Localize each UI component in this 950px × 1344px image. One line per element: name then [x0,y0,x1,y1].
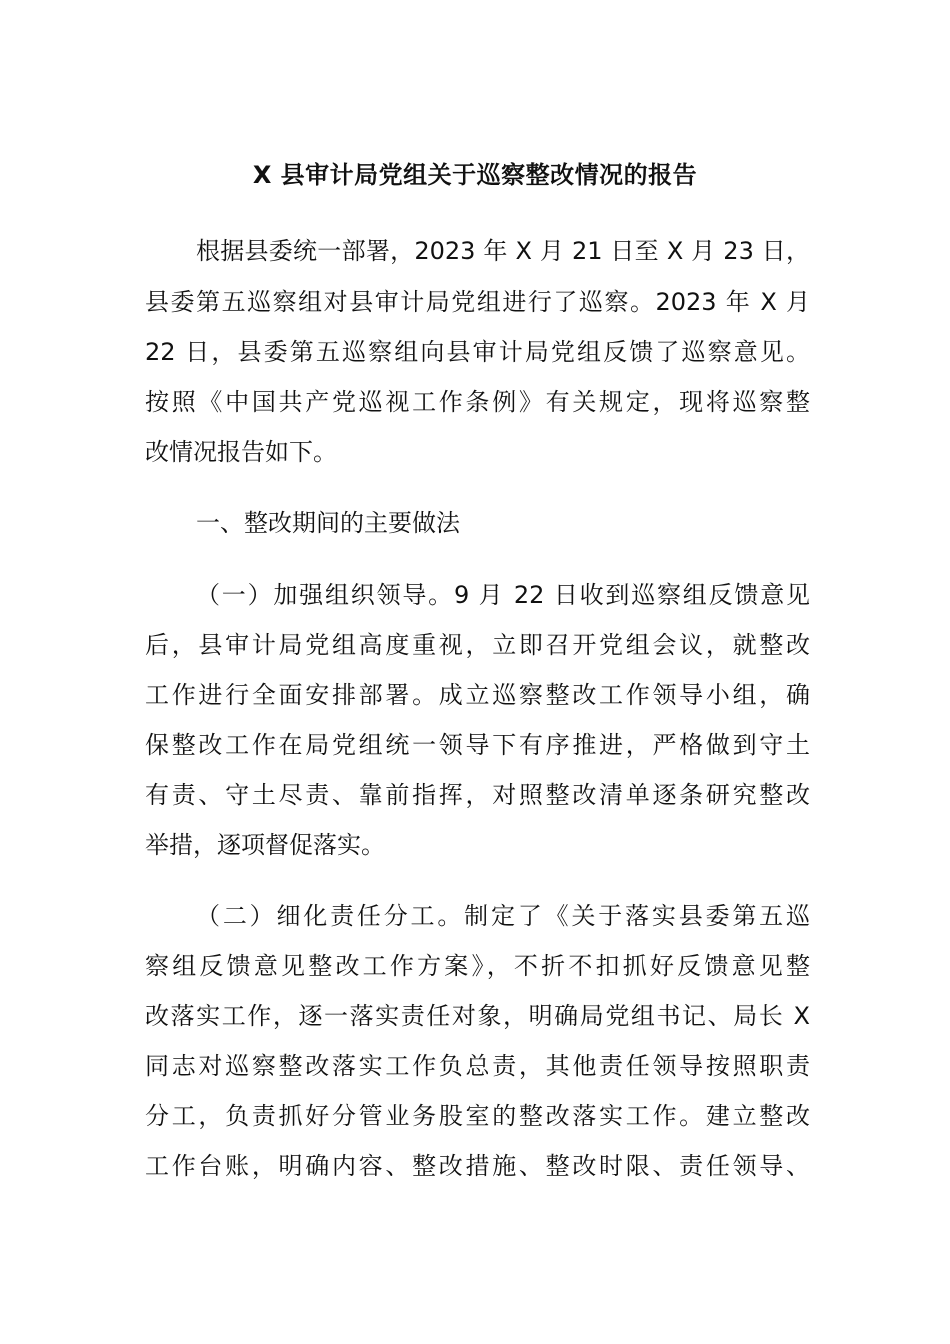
paragraph-line: 工作台账，明确内容、整改措施、整改时限、责任领导、 [145,1152,810,1180]
paragraph-line: 根据县委统一部署，2023 年 X 月 21 日至 X 月 23 日， [196,237,810,265]
paragraph-line: 保整改工作在局党组统一领导下有序推进，严格做到守土 [145,731,810,759]
paragraph-line: 改情况报告如下。 [145,438,337,466]
paragraph-line: 同志对巡察整改落实工作负总责，其他责任领导按照职责 [145,1052,810,1080]
paragraph-line: （二）细化责任分工。制定了《关于落实县委第五巡 [196,902,810,930]
document-title: X 县审计局党组关于巡察整改情况的报告 [252,161,698,189]
paragraph-line: 县委第五巡察组对县审计局党组进行了巡察。2023 年 X 月 [145,288,810,316]
paragraph-line: 有责、守土尽责、靠前指挥，对照整改清单逐条研究整改 [145,781,810,809]
paragraph-line: 分工，负责抓好分管业务股室的整改落实工作。建立整改 [145,1102,810,1130]
paragraph-line: 后，县审计局党组高度重视，立即召开党组会议，就整改 [145,631,810,659]
section-heading: 一、整改期间的主要做法 [196,509,460,537]
paragraph-line: 改落实工作，逐一落实责任对象，明确局党组书记、局长 X [145,1002,810,1030]
paragraph-line: （一）加强组织领导。9 月 22 日收到巡察组反馈意见 [196,581,810,609]
paragraph-line: 举措，逐项督促落实。 [145,831,385,859]
paragraph-line: 工作进行全面安排部署。成立巡察整改工作领导小组，确 [145,681,810,709]
paragraph-line: 22 日，县委第五巡察组向县审计局党组反馈了巡察意见。 [145,338,810,366]
paragraph-line: 按照《中国共产党巡视工作条例》有关规定，现将巡察整 [145,388,810,416]
paragraph-line: 察组反馈意见整改工作方案》，不折不扣抓好反馈意见整 [145,952,810,980]
